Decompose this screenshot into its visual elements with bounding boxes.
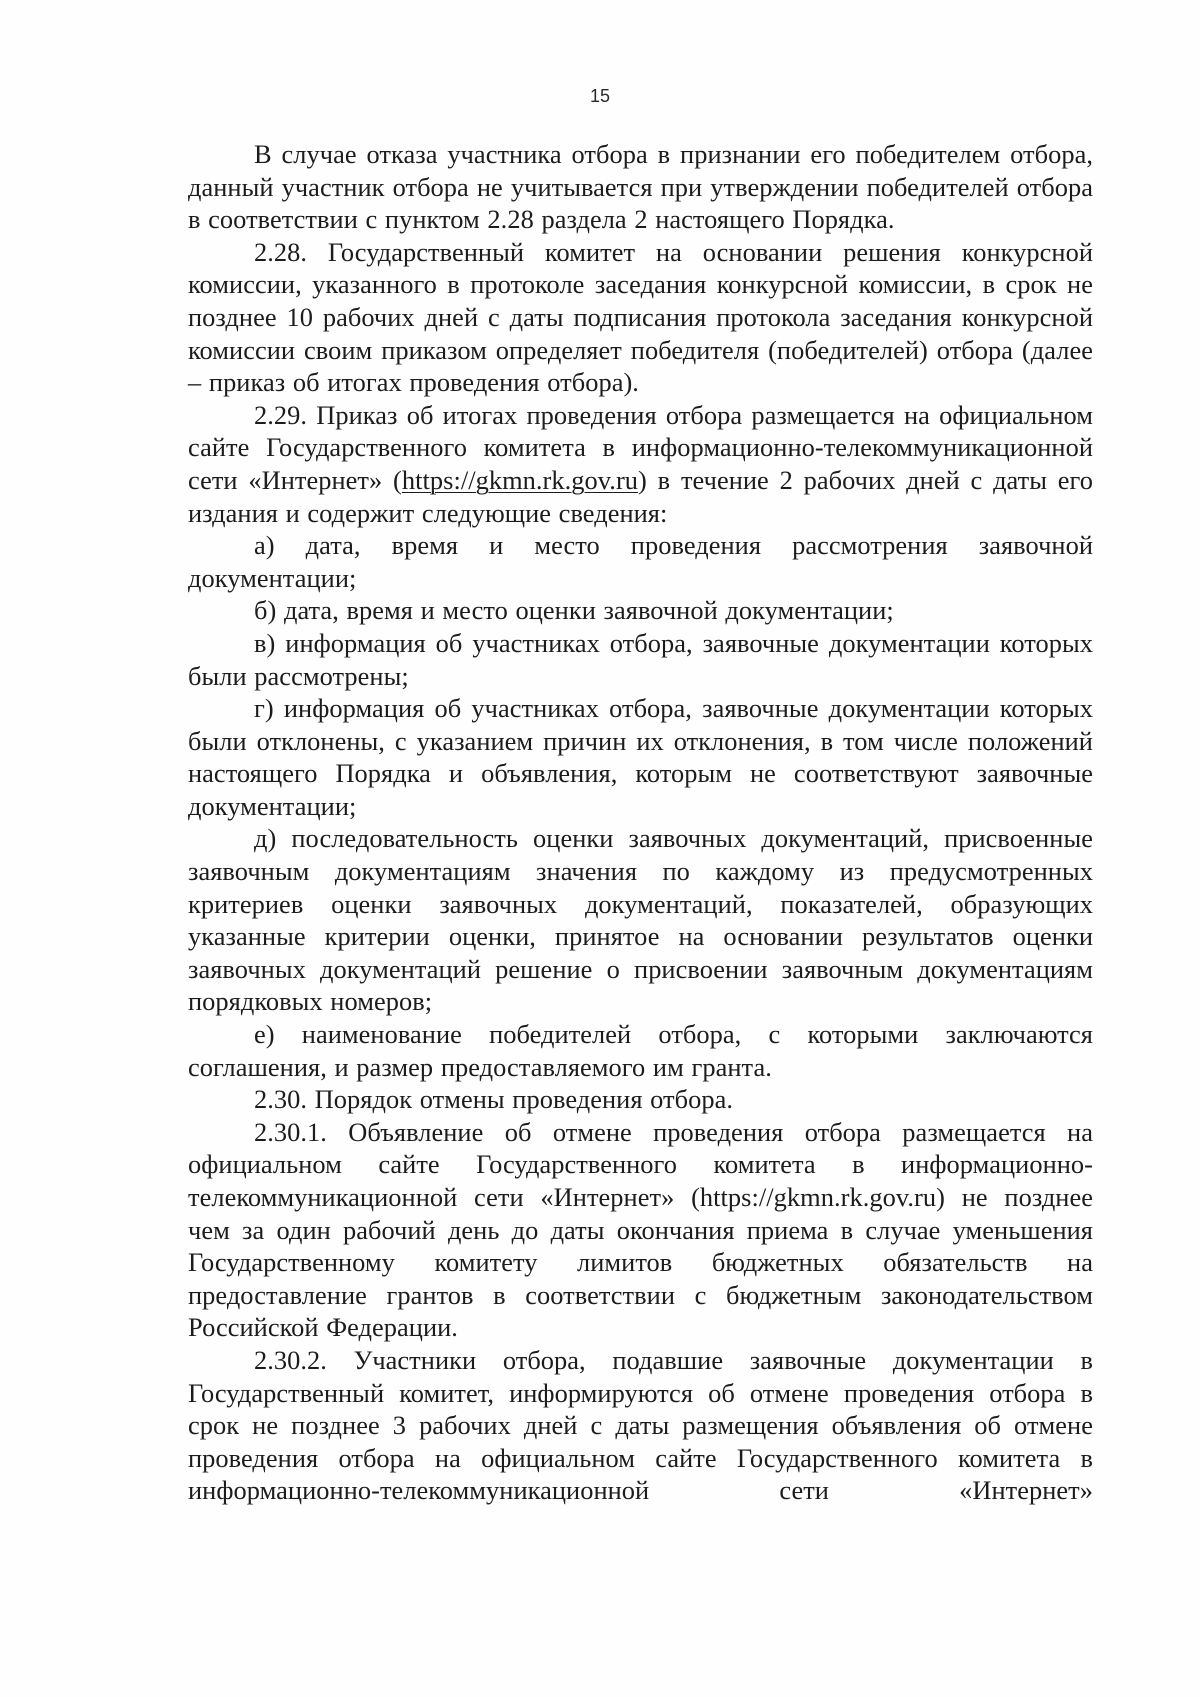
paragraph-2-30-1: 2.30.1. Объявление об отмене проведения отбора размещается на официальном сайте Государственного комитета в информационно-телекоммуникационной сети «Интернет» (https://gkmn.rk.gov.ru) не позднее чем за один рабочий день до даты окончания приема в случае уменьшения Государственному комитету лимитов бюджетных обязательств на предоставление грантов в соответствии с бюджетным законодательством Российской Федерации.	[188, 1116, 1093, 1343]
document-body	[188, 138, 1093, 1507]
paragraph-2-30-2: 2.30.2. Участники отбора, подавшие заявочные документации в Государственный комитет, информируются об отмене проведения отбора в срок не позднее 3 рабочих дней с даты размещения объявления об отмене проведения отбора на официальном сайте Государственного комитета в информационно-телекоммуникационной сети «Интернет»	[188, 1344, 1093, 1506]
paragraph-2-29	[188, 399, 1093, 529]
list-item-e: е) наименование победителей отбора, с которыми заключаются соглашения, и размер предоставляемого им гранта.	[188, 1019, 1093, 1082]
paragraph-2-29-text-after: ) в течение 2 рабочих дней с даты его издания и содержит следующие сведения:	[188, 464, 1093, 528]
list-item-a: а) дата, время и место проведения рассмотрения заявочной документации;	[188, 530, 1093, 593]
list-item-d: д) последовательность оценки заявочных документаций, присвоенные заявочным документациям значения по каждому из предусмотренных критериев оценки заявочных документаций, показателей, образующих указанные критерии оценки, принятое на основании результатов оценки заявочных документаций решение о присвоении заявочным документациям порядковых номеров;	[188, 823, 1093, 1017]
paragraph-2-28: 2.28. Государственный комитет на основании решения конкурсной комиссии, указанного в протоколе заседания конкурсной комиссии, в срок не позднее 10 рабочих дней с даты подписания протокола заседания конкурсной комиссии своим приказом определяет победителя (победителей) отбора (далее – приказ об итогах проведения отбора).	[188, 236, 1093, 398]
paragraph-2-29-text-before: 2.29. Приказ об итогах проведения отбора размещается на официальном сайте Государственного комитета в информационно-телекоммуникационной сети «Интернет» (	[188, 399, 1093, 495]
paragraph-refusal-of-winner: В случае отказа участника отбора в признании его победителем отбора, данный участник отбора не учитывается при утверждении победителей отбора в соответствии с пунктом 2.28 раздела 2 настоящего Порядка.	[188, 139, 1093, 235]
page-number: 15	[589, 86, 611, 106]
gkmn-website-link[interactable]: https://gkmn.rk.gov.ru	[401, 464, 639, 495]
list-item-b: б) дата, время и место оценки заявочной документации;	[254, 595, 894, 626]
list-item-g: г) информация об участниках отбора, заявочные документации которых были отклонены, с указанием причин их отклонения, в том числе положений настоящего Порядка и объявления, которым не соответствуют заявочные документации;	[188, 693, 1093, 821]
paragraph-2-30-heading: 2.30. Порядок отмены проведения отбора.	[254, 1084, 734, 1115]
list-item-v: в) информация об участниках отбора, заявочные документации которых были рассмотрены;	[188, 627, 1093, 691]
